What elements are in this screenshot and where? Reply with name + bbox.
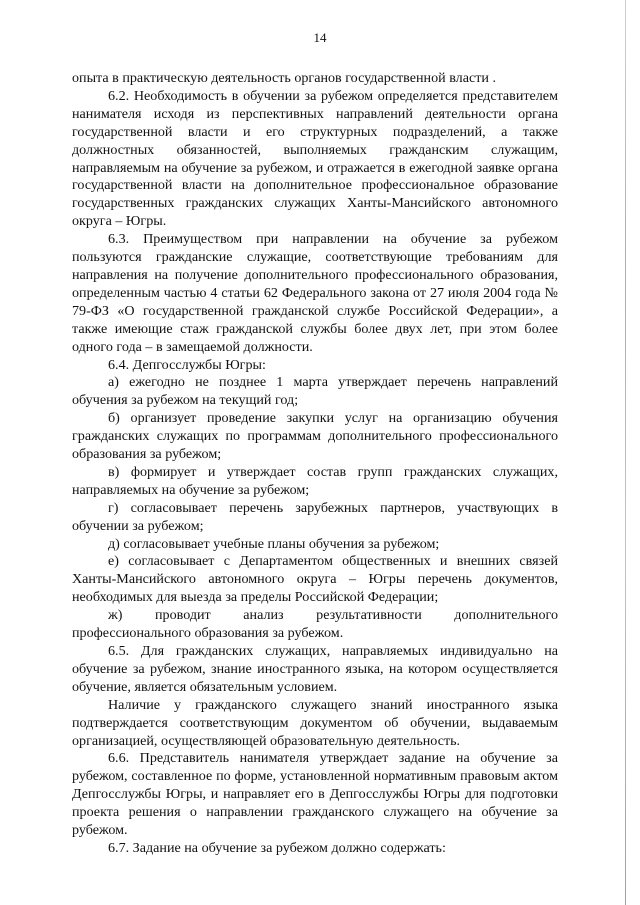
list-item-e: е) согласовывает с Департаментом общественных и внешних связей Ханты-Мансийского автономного округа – Югры перечень документов, необходимых для выезда за пределы Российской Федерации; xyxy=(72,553,558,606)
page-number: 14 xyxy=(313,30,327,45)
document-body xyxy=(72,70,558,858)
list-item-d: д) согласовывает учебные планы обучения за рубежом; xyxy=(108,535,440,552)
list-item-v: в) формирует и утверждает состав групп гражданских служащих, направляемых на обучение за рубежом; xyxy=(72,463,558,498)
paragraph-6-6: 6.6. Представитель нанимателя утверждает задание на обучение за рубежом, составленное по форме, установленной нормативным правовым актом Депгосслужбы Югры, и направляет его в Депгосслужбы Югры для подготовки проекта решения о направлении гражданского служащего на обучение за рубежом. xyxy=(72,750,558,839)
paragraph-6-7: 6.7. Задание на обучение за рубежом должно содержать: xyxy=(108,839,446,856)
list-item-g: г) согласовывает перечень зарубежных партнеров, участвующих в обучении за рубежом; xyxy=(72,499,558,534)
paragraph-6-3: 6.3. Преимуществом при направлении на обучение за рубежом пользуются гражданские служащие, соответствующие требованиям для направления на получение дополнительного профессионального образования, определенным частью 4 статьи 62 Федерального закона от 27 июля 2004 года № 79-ФЗ «О государственной гражданской службе Российской Федерации», а также имеющие стаж гражданской службы более двух лет, при этом более одного года – в замещаемой должности. xyxy=(72,231,558,355)
list-item-b: б) организует проведение закупки услуг на организацию обучения гражданских служащих по программам дополнительного профессионального образования за рубежом; xyxy=(72,410,558,463)
paragraph-6-4: 6.4. Депгосслужбы Югры: xyxy=(108,356,266,373)
paragraph-6-5: 6.5. Для гражданских служащих, направляемых индивидуально на обучение за рубежом, знание иностранного языка, на котором осуществляется обучение, является обязательным условием. xyxy=(72,643,558,695)
list-item-zh: ж) проводит анализ результативности дополнительного профессионального образования за рубежом. xyxy=(72,607,558,642)
scan-edge-line xyxy=(625,0,626,905)
paragraph-6-2: 6.2. Необходимость в обучении за рубежом определяется представителем нанимателя исходя из перспективных направлений деятельности органа государственной власти и его структурных подразделений, а также должностных обязанностей, выполняемых гражданским служащим, направляемым на обучение за рубежом, и отражается в ежегодной заявке органа государственной власти на дополнительное профессиональное образование государственных гражданских служащих Ханты-Мансийского автономного округа – Югры. xyxy=(72,87,558,230)
paragraph-language-proof: Наличие у гражданского служащего знаний иностранного языка подтверждается соответствующим документом об обучении, выдаваемым организацией, осуществляющей образовательную деятельность. xyxy=(72,696,558,749)
paragraph-continuation: опыта в практическую деятельность органов государственной власти . xyxy=(72,70,496,86)
list-item-a: а) ежегодно не позднее 1 марта утверждает перечень направлений обучения за рубежом на текущий год; xyxy=(72,374,558,409)
